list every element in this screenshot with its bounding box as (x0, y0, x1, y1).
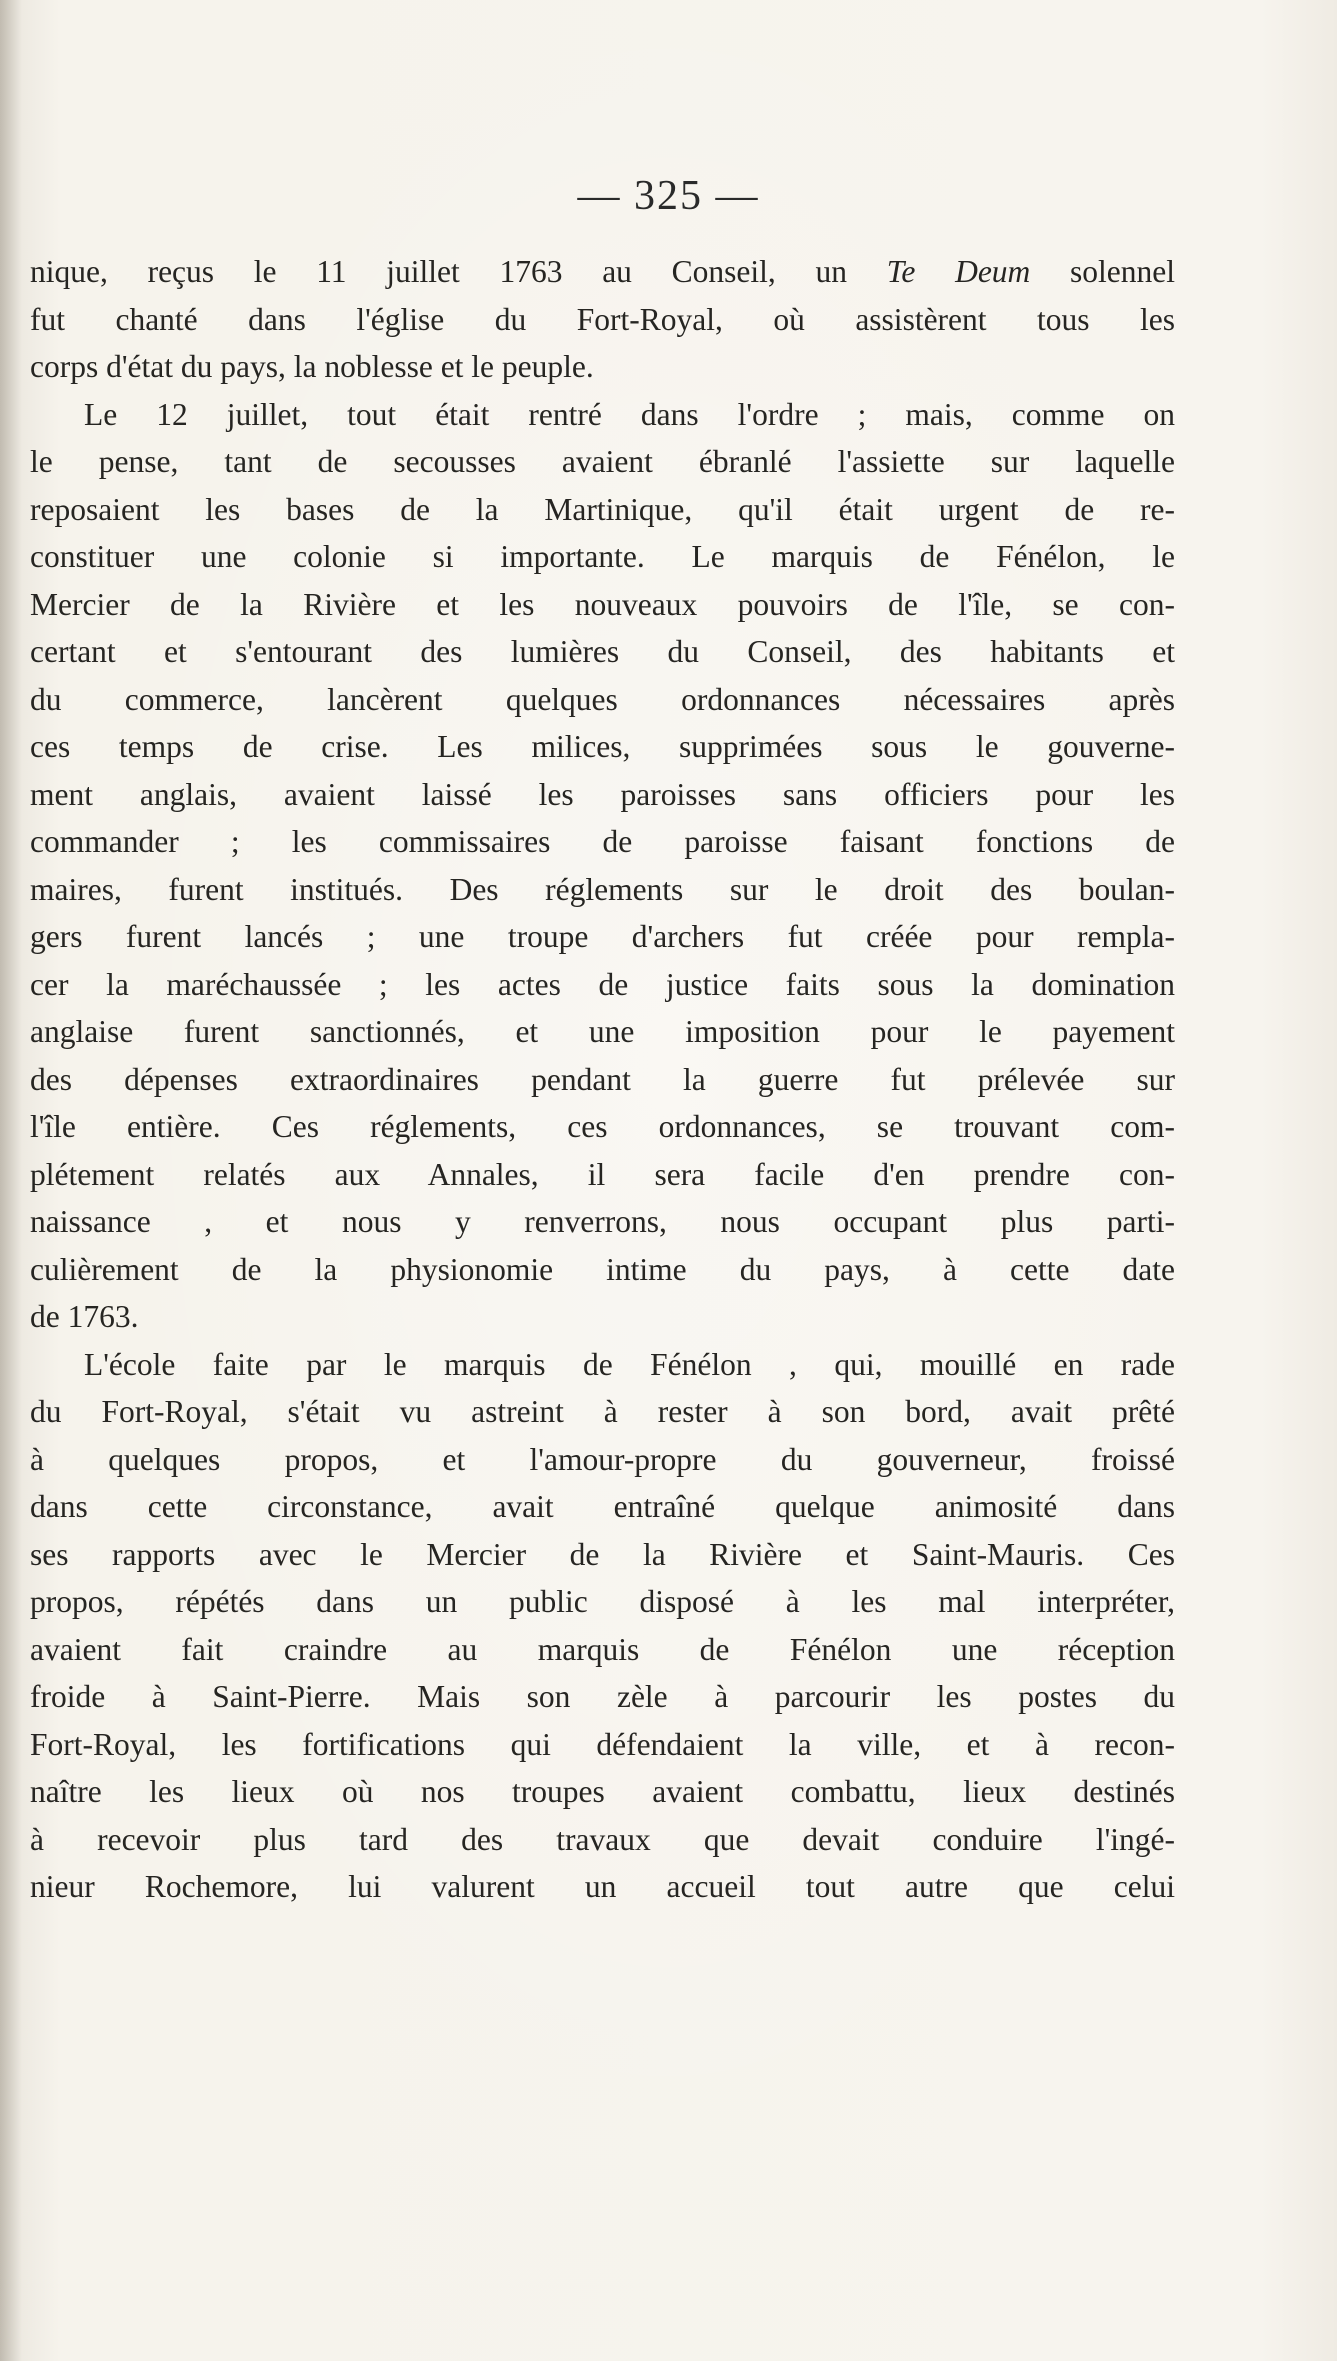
page-number: — 325 — (577, 173, 760, 219)
text-line: L'école faite par le marquis de Fénélon , qui, mouillé en rade (84, 1346, 1175, 1382)
text-line: naissance , et nous y renverrons, nous occupant plus parti- (30, 1204, 1175, 1239)
text-line: dans cette circonstance, avait entraîné quelque animosité dans (30, 1489, 1175, 1524)
text-line: des dépenses extraordinaires pendant la guerre fut prélevée sur (30, 1061, 1175, 1097)
text-line: cer la maréchaussée ; les actes de justice faits sous la domination (30, 966, 1175, 1002)
text-line: à recevoir plus tard des travaux que devait conduire l'ingé- (30, 1821, 1175, 1857)
text-line: plétement relatés aux Annales, il sera facile d'en prendre con- (30, 1156, 1175, 1192)
text-line: à quelques propos, et l'amour-propre du gouverneur, froissé (30, 1441, 1175, 1477)
text-line: le pense, tant de secousses avaient ébranlé l'assiette sur laquelle (30, 444, 1175, 479)
text-line: propos, répétés dans un public disposé à les mal interpréter, (30, 1584, 1175, 1619)
text-line: reposaient les bases de la Martinique, qu'il était urgent de re- (30, 491, 1175, 527)
text-line: Le 12 juillet, tout était rentré dans l'ordre ; mais, comme on (84, 396, 1175, 432)
italic-phrase: Te Deum (886, 254, 1031, 289)
text-line: ces temps de crise. Les milices, supprimées sous le gouverne- (30, 729, 1175, 764)
text-line: maires, furent institués. Des réglements sur le droit des boulan- (30, 871, 1175, 907)
text-line: culièrement de la physionomie intime du pays, à cette date (30, 1251, 1175, 1287)
body-text (30, 248, 1175, 1911)
text-line: gers furent lancés ; une troupe d'archers fut créée pour rempla- (30, 919, 1175, 954)
text-line: commander ; les commissaires de paroisse faisant fonctions de (30, 824, 1175, 859)
text-line: Fort-Royal, les fortifications qui défendaient la ville, et à recon- (30, 1726, 1175, 1762)
text-line: ses rapports avec le Mercier de la Rivière et Saint-Mauris. Ces (30, 1536, 1175, 1572)
text-line: certant et s'entourant des lumières du Conseil, des habitants et (30, 634, 1175, 669)
text-line: avaient fait craindre au marquis de Fénélon une réception (30, 1631, 1175, 1667)
text-line: fut chanté dans l'église du Fort-Royal, où assistèrent tous les (30, 301, 1175, 337)
text-line: froide à Saint-Pierre. Mais son zèle à parcourir les postes du (30, 1679, 1175, 1714)
text-line: du Fort-Royal, s'était vu astreint à rester à son bord, avait prêté (30, 1394, 1175, 1429)
text-line: nieur Rochemore, lui valurent un accueil tout autre que celui (30, 1869, 1175, 1904)
text-fragment: solennel (1030, 254, 1175, 289)
text-line: de 1763. (30, 1299, 139, 1334)
text-line: Mercier de la Rivière et les nouveaux pouvoirs de l'île, se con- (30, 586, 1175, 622)
text-line: du commerce, lancèrent quelques ordonnances nécessaires après (30, 681, 1175, 717)
text-line: naître les lieux où nos troupes avaient combattu, lieux destinés (30, 1774, 1175, 1809)
text-line: anglaise furent sanctionnés, et une imposition pour le payement (30, 1014, 1175, 1049)
text-line: corps d'état du pays, la noblesse et le peuple. (30, 349, 594, 384)
text-line: ment anglais, avaient laissé les paroisses sans officiers pour les (30, 776, 1175, 812)
text-line: constituer une colonie si importante. Le marquis de Fénélon, le (30, 539, 1175, 574)
text-line: l'île entière. Ces réglements, ces ordonnances, se trouvant com- (30, 1109, 1175, 1144)
text-fragment: nique, reçus le 11 juillet 1763 au Conseil, un (30, 254, 887, 289)
text-line (30, 248, 1175, 296)
binding-gutter-shadow (0, 0, 22, 2361)
